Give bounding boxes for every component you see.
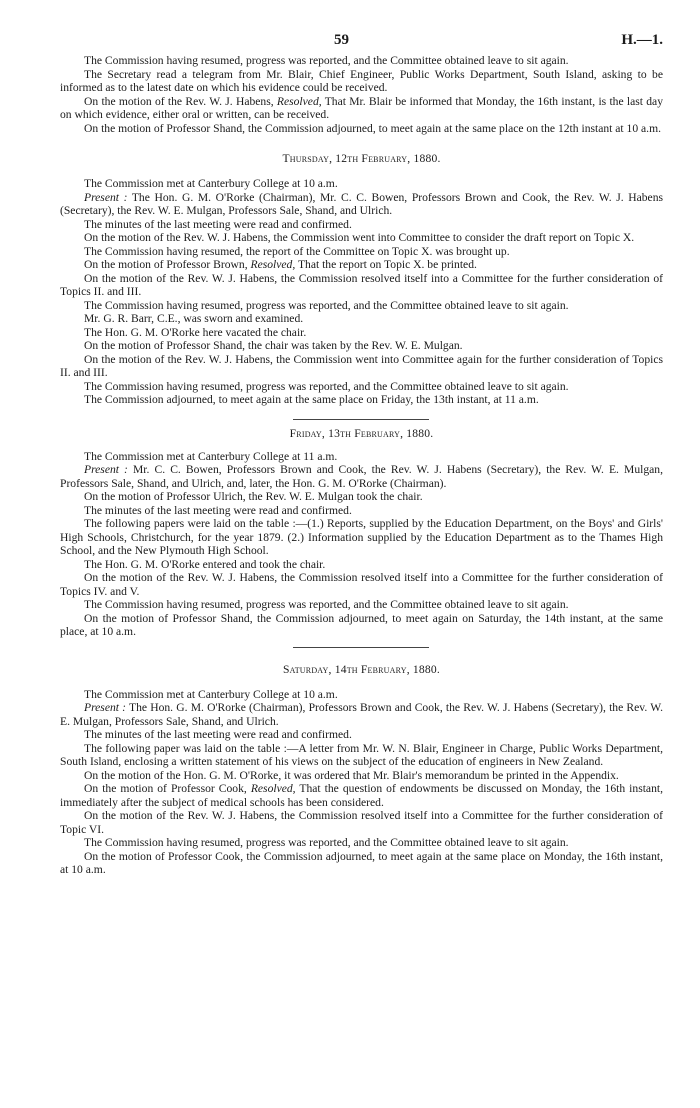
paragraph: On the motion of the Rev. W. J. Habens, the Commission resolved itself into a Committee for the further consideration of Topics IV. and V. [60,571,663,598]
paragraph: The Commission having resumed, progress was reported, and the Committee obtained leave to sit again. [84,379,569,393]
paragraph: On the motion of Professor Brown, Resolved, That the report on Topic X. be printed. [84,258,477,271]
paragraph: On the motion of Professor Ulrich, the Rev. W. E. Mulgan took the chair. [84,490,423,503]
paragraph: The minutes of the last meeting were read and confirmed. [84,503,352,517]
paragraph: On the motion of Professor Shand, the chair was taken by the Rev. W. E. Mulgan. [84,339,463,352]
document-page [60,30,663,877]
paragraph: On the motion of the Rev. W. J. Habens, the Commission went into Committee to consider the draft report on Topic X. [84,231,635,244]
paragraph: The minutes of the last meeting were read and confirmed. [84,217,352,231]
page-header [60,30,663,54]
section-date-heading: Saturday, 14th February, 1880. [282,662,440,676]
paragraph: The Commission having resumed, progress was reported, and the Committee obtained leave to sit again. [84,598,569,611]
intro-block [60,54,663,135]
section-date-heading: Thursday, 12th February, 1880. [282,152,441,165]
minutes-section [60,177,663,407]
paragraph: The Hon. G. M. O'Rorke here vacated the chair. [84,325,307,339]
minutes-section [60,450,663,639]
paragraph: On the motion of Professor Cook, Resolved, That the question of endowments be discussed on Monday, the 16th instant, immediately after the subject of medical schools has been considered. [60,782,663,809]
minutes-section [60,688,663,877]
paragraph: The Commission having resumed, progress was reported, and the Committee obtained leave to sit again. [84,836,569,849]
paragraph: The following paper was laid on the table :—A letter from Mr. W. N. Blair, Engineer in Charge, Public Works Department, South Island, enclosing a written statement of his views on the subject of the education of engineers in New Zealand. [60,741,663,768]
paragraph: The Commission having resumed, the report of the Committee on Topic X. was brought up. [84,244,510,258]
section-date-heading: Friday, 13th February, 1880. [289,426,434,440]
paragraph: Present : The Hon. G. M. O'Rorke (Chairman), Mr. C. C. Bowen, Professors Brown and Cook, the Rev. W. J. Habens (Secretary), the Rev. W. E. Mulgan, Professors Sale, Shand, and Ulrich. [60,190,663,217]
paragraph: The Commission adjourned, to meet again at the same place on Friday, the 13th instant, at 11 a.m. [84,393,539,406]
paragraph: The following papers were laid on the table :—(1.) Reports, supplied by the Education Department, on the Boys' and Girls' High Schools, Christchurch, for the year 1879. (2.) Information supplied by the Education Department as to the Thames High School, and the New Plymouth High School. [60,517,663,557]
paragraph: The Hon. G. M. O'Rorke entered and took the chair. [84,557,326,571]
page-number: 59 [334,32,349,48]
paragraph: Mr. G. R. Barr, C.E., was sworn and examined. [84,312,304,325]
section-divider [293,419,429,420]
document-reference: H.—1. [621,32,663,48]
paragraph: On the motion of the Rev. W. J. Habens, the Commission resolved itself into a Committee for the further consideration of Topic VI. [60,809,663,836]
paragraph: The Commission met at Canterbury College at 10 a.m. [84,177,338,190]
paragraph: Present : Mr. C. C. Bowen, Professors Brown and Cook, the Rev. W. J. Habens (Secretary), the Rev. W. E. Mulgan, Professors Sale, Shand, and Ulrich, and, later, the Hon. G. M. O'Rorke (Chairman). [60,463,663,490]
paragraph: Present : The Hon. G. M. O'Rorke (Chairman), Professors Brown and Cook, the Rev. W. J. Habens (Secretary), the Rev. W. E. Mulgan, Professors Sale, Shand, and Ulrich. [60,701,663,728]
paragraph: The Secretary read a telegram from Mr. Blair, Chief Engineer, Public Works Department, South Island, asking to be informed as to the latest date on which his evidence could be received. [60,67,663,94]
paragraph: The Commission having resumed, progress was reported, and the Committee obtained leave to sit again. [84,298,569,312]
paragraph: On the motion of the Rev. W. J. Habens, Resolved, That Mr. Blair be informed that Monday, the 16th instant, is the last day on which evidence, either oral or written, can be received. [60,94,663,121]
paragraph: The minutes of the last meeting were read and confirmed. [84,728,352,741]
paragraph: On the motion of Professor Shand, the Commission adjourned, to meet again at the same place on the 12th instant at 10 a.m. [84,121,661,135]
paragraph: The Commission having resumed, progress was reported, and the Committee obtained leave to sit again. [84,54,569,67]
paragraph: The Commission met at Canterbury College at 10 a.m. [84,687,338,701]
paragraph: On the motion of the Rev. W. J. Habens, the Commission went into Committee again for the further consideration of Topics II. and III. [60,352,663,379]
paragraph: On the motion of Professor Shand, the Commission adjourned, to meet again on Saturday, the 14th instant, at the same place, at 10 a.m. [60,611,663,638]
section-divider [293,647,429,648]
paragraph: On the motion of Professor Cook, the Commission adjourned, to meet again at the same place on Monday, the 16th instant, at 10 a.m. [60,849,663,876]
paragraph: On the motion of the Hon. G. M. O'Rorke, it was ordered that Mr. Blair's memorandum be printed in the Appendix. [84,768,619,782]
paragraph: On the motion of the Rev. W. J. Habens, the Commission resolved itself into a Committee for the further consideration of Topics II. and III. [60,271,663,298]
paragraph: The Commission met at Canterbury College at 11 a.m. [84,449,338,463]
